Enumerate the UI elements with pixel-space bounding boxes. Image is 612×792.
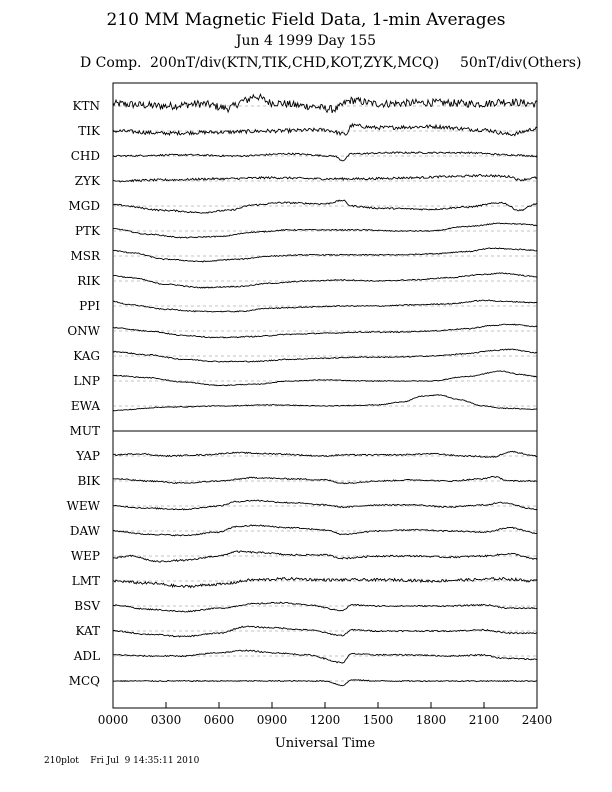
chart-title: 210 MM Magnetic Field Data, 1-min Averages [106, 10, 506, 30]
station-label-kag: KAG [73, 349, 100, 363]
x-tick-label-0600: 0600 [203, 713, 235, 727]
trace-ptk [113, 223, 537, 238]
station-label-bik: BIK [77, 474, 100, 488]
footer-timestamp: 210plot Fri Jul 9 14:35:11 2010 [44, 756, 200, 766]
station-label-zyk: ZYK [74, 174, 100, 188]
station-label-bsv: BSV [74, 599, 100, 613]
trace-wew [113, 500, 537, 510]
station-label-lnp: LNP [73, 374, 100, 388]
station-label-msr: MSR [70, 249, 100, 263]
station-label-ptk: PTK [74, 224, 100, 238]
major-scale-label: 200nT/div(KTN,TIK,CHD,KOT,ZYK,MCQ) [150, 55, 440, 71]
trace-bik [113, 476, 537, 483]
station-label-lmt: LMT [71, 574, 100, 588]
trace-adl [113, 650, 537, 663]
station-label-kat: KAT [75, 624, 100, 638]
station-label-ppi: PPI [79, 299, 100, 313]
x-tick-label-0900: 0900 [256, 713, 288, 727]
station-label-yap: YAP [76, 449, 100, 463]
station-label-onw: ONW [67, 324, 100, 338]
station-label-ewa: EWA [70, 399, 100, 413]
trace-rik [113, 273, 537, 288]
trace-daw [113, 525, 537, 536]
station-label-adl: ADL [73, 649, 100, 663]
station-label-wep: WEP [70, 549, 100, 563]
x-tick-label-2100: 2100 [468, 713, 500, 727]
minor-scale-label: 50nT/div(Others) [460, 55, 582, 71]
trace-lnp [113, 371, 537, 386]
trace-lmt [113, 578, 537, 588]
component-label: D Comp. [80, 55, 142, 71]
trace-kat [113, 626, 537, 637]
station-label-rik: RIK [77, 274, 100, 288]
x-tick-label-2400: 2400 [521, 713, 553, 727]
trace-ewa [113, 395, 537, 411]
x-tick-label-1500: 1500 [362, 713, 394, 727]
station-label-tik: TIK [78, 124, 100, 138]
chart-date: Jun 4 1999 Day 155 [235, 33, 377, 49]
station-label-ktn: KTN [72, 99, 100, 113]
station-label-wew: WEW [66, 499, 100, 513]
trace-wep [113, 551, 537, 562]
trace-chd [113, 152, 537, 161]
trace-yap [113, 451, 537, 457]
trace-bsv [113, 602, 537, 612]
station-label-chd: CHD [70, 149, 100, 163]
x-tick-label-0000: 0000 [97, 713, 129, 727]
trace-kag [113, 349, 537, 362]
trace-mcq [113, 680, 537, 686]
trace-mgd [113, 200, 537, 213]
station-label-daw: DAW [69, 524, 100, 538]
station-label-mut: MUT [69, 424, 100, 438]
plot-frame [113, 83, 537, 708]
x-axis-label: Universal Time [274, 736, 376, 751]
trace-tik [113, 124, 537, 136]
x-tick-label-1200: 1200 [309, 713, 341, 727]
trace-ktn [113, 94, 537, 113]
x-tick-label-0300: 0300 [150, 713, 182, 727]
x-tick-label-1800: 1800 [415, 713, 447, 727]
station-label-mgd: MGD [68, 199, 100, 213]
trace-msr [113, 248, 537, 262]
station-label-mcq: MCQ [68, 674, 100, 688]
